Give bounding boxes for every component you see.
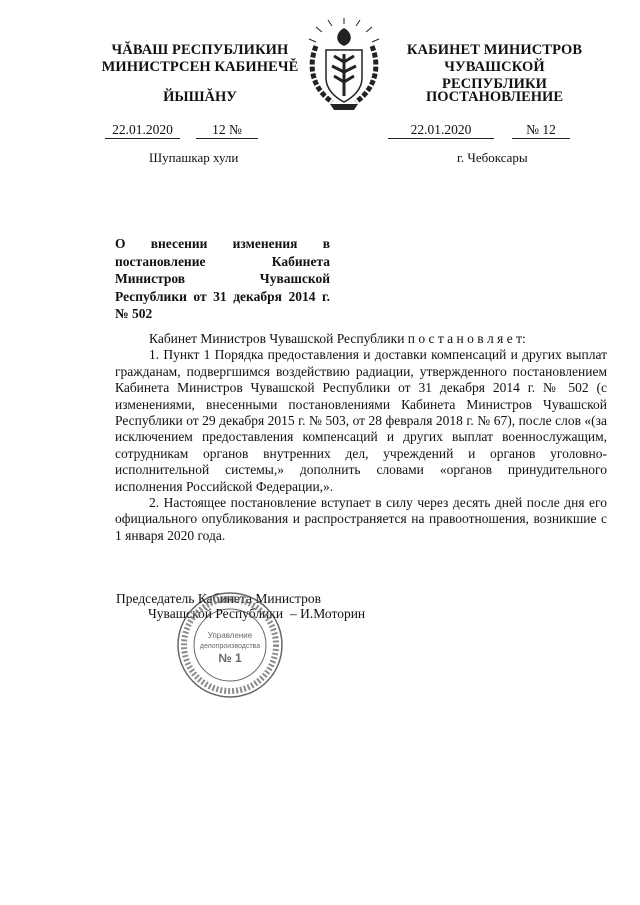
body-paragraph-1: 1. Пункт 1 Порядка предоставления и доставки компенсаций и других выплат гражданам, подвергшимся воздействию радиации, утвержденного постановлением Кабинета Министров Чувашской Республики от 31 декабря 2014 г. № 502 (с изменениями, внесенными постановлениями Кабинета Министров Чувашской Республики от 29 декабря 2015 г. № 503, от 28 февраля 2018 г. № 67), после слов «(за исключением предоставления компенсаций и других выплат военнослужащим, сотрудникам органов внутренних дел, учреждений и органов уголовно-исполнительной системы,» дополнить словами «органов принудительного исполнения Российской Федерации,».: [115, 347, 607, 494]
stamp-icon: [175, 590, 285, 700]
header-left-line2: МИНИСТРСЕН КАБИНЕЧĚ: [101, 59, 299, 75]
header-right-line2: ЧУВАШСКОЙ РЕСПУБЛИКИ: [441, 59, 548, 92]
header-right-line1: КАБИНЕТ МИНИСТРОВ: [406, 42, 583, 58]
city-right: г. Чебоксары: [457, 150, 528, 165]
body-paragraph-2: 2. Настоящее постановление вступает в силу через десять дней после дня его официального опубликования и распространяется на правоотношения, возникшие с 1 января 2020 года.: [115, 495, 607, 543]
signature-position-line2: Чувашской Республики: [148, 606, 284, 621]
svg-text:делопроизводства: делопроизводства: [199, 643, 261, 650]
body-intro: Кабинет Министров Чувашской Республики п о с т а н о в л я е т:: [149, 331, 526, 346]
header-left: [100, 42, 300, 76]
header-right: [392, 42, 597, 93]
header-left-line1: ЧĂВАШ РЕСПУБЛИКИН: [111, 42, 289, 58]
svg-text:№ 1: № 1: [218, 651, 242, 665]
doctype-left: ЙЫШĂНУ: [163, 89, 237, 105]
svg-text:Управление: Управление: [207, 631, 253, 640]
number-left: 12 №: [196, 121, 258, 139]
document-body: [115, 331, 607, 544]
number-right: № 12: [512, 121, 570, 139]
date-right: 22.01.2020: [388, 121, 494, 139]
date-left: 22.01.2020: [105, 121, 180, 139]
signature-position-line1: Председатель Кабинета Министров: [116, 591, 321, 606]
doctype-right: ПОСТАНОВЛЕНИЕ: [425, 89, 563, 105]
city-left: Шупашкар хули: [149, 150, 239, 165]
signature-name: – И.Моторин: [290, 606, 366, 621]
document-title: О внесении изменения в постановление Кабинета Министров Чувашской Республики от 31 декабря 2014 г. № 502: [115, 236, 330, 321]
emblem-icon: [302, 16, 386, 114]
